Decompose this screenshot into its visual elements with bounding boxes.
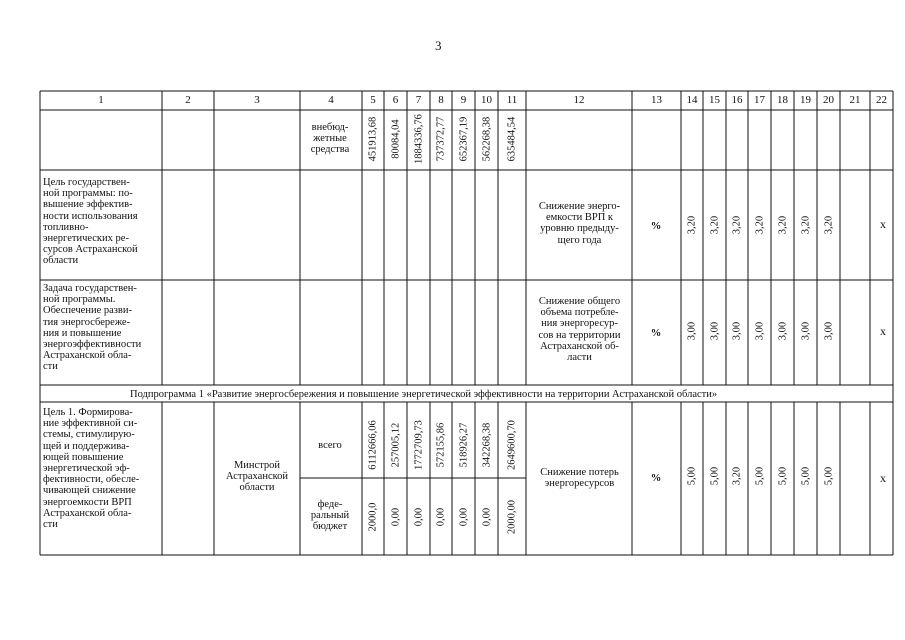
row4-value-1: 5,00	[686, 466, 698, 486]
row3-indicator: Снижение общего объема потребле- ния энергоресур- сов на территории Астраханской об- ласти	[538, 296, 621, 364]
header-col-20: 20	[823, 94, 834, 106]
header-col-11: 11	[506, 94, 518, 106]
header-col-9: 9	[460, 94, 467, 106]
row4-indicator: Снижение потерь энергоресурсов	[540, 467, 619, 490]
header-col-10: 10	[481, 94, 492, 106]
row4-value-4: 5,00	[754, 466, 765, 486]
row4-source-total: всего	[318, 440, 342, 451]
row2-value-5: 3,20	[777, 215, 788, 235]
header-col-12: 12	[573, 94, 585, 106]
row4-executor: Минстрой Астраханской области	[225, 460, 289, 494]
row4-unit: %	[650, 473, 662, 484]
row4-federal-7: 2000,00	[506, 499, 518, 535]
row4-total-4: 572155,86	[435, 422, 447, 468]
header-col-18: 18	[777, 94, 788, 106]
row4-federal-4: 0,00	[435, 507, 447, 527]
row4-total-1: 6112666,06	[367, 420, 379, 470]
header-col-1: 1	[98, 94, 104, 106]
row1-value-1: 451913,68	[367, 116, 379, 162]
row1-value-2: 80084,04	[390, 119, 401, 159]
header-col-8: 8	[438, 94, 444, 106]
row4-total-6: 342268,38	[481, 422, 492, 468]
header-col-19: 19	[800, 94, 811, 106]
row3-last: x	[880, 324, 886, 338]
row4-federal-3: 0,00	[413, 507, 424, 527]
row3-value-6: 3,00	[800, 321, 811, 341]
row1-value-3: 1884336,76	[413, 114, 424, 164]
row3-value-3: 3,00	[731, 321, 743, 341]
header-col-6: 6	[392, 94, 399, 106]
row4-federal-5: 0,00	[458, 507, 469, 527]
row4-value-2: 5,00	[709, 466, 720, 486]
row3-unit: %	[650, 328, 662, 339]
header-col-21: 21	[849, 94, 861, 106]
row4-value-3: 3,20	[731, 466, 743, 486]
row2-unit: %	[650, 221, 662, 232]
row3-value-5: 3,00	[777, 321, 788, 341]
row3-value-7: 3,00	[823, 321, 834, 341]
row2-value-3: 3,20	[731, 215, 743, 235]
header-col-14: 14	[686, 94, 698, 106]
header-col-15: 15	[709, 94, 720, 106]
row2-value-2: 3,20	[709, 215, 720, 235]
row4-value-7: 5,00	[823, 466, 834, 486]
row4-value-5: 5,00	[777, 466, 788, 486]
row4-source-federal: феде- ральный бюджет	[310, 499, 350, 533]
row4-total-2: 257005,12	[390, 422, 401, 468]
row1-value-4: 737372,77	[435, 116, 447, 162]
header-col-16: 16	[731, 94, 743, 106]
header-col-3: 3	[254, 94, 260, 106]
header-col-7: 7	[415, 94, 422, 106]
row4-federal-6: 0,00	[481, 507, 492, 527]
row3-goal: Задача государствен- ной программы. Обеспечение разви- тия энергосбереже- ния и повышение энергоэффективности Астраханской обла- сти	[43, 283, 142, 373]
header-col-13: 13	[651, 94, 662, 106]
row4-federal-2: 0,00	[390, 507, 401, 527]
header-col-17: 17	[754, 94, 765, 106]
row2-value-1: 3,20	[686, 215, 698, 235]
row2-value-4: 3,20	[754, 215, 765, 235]
row1-value-6: 562268,38	[481, 116, 492, 162]
row4-total-5: 518926,27	[458, 422, 469, 468]
page-number: 3	[435, 38, 442, 53]
row3-value-1: 3,00	[686, 321, 698, 341]
header-col-5: 5	[370, 94, 376, 106]
header-col-2: 2	[185, 94, 191, 106]
row1-value-7: 635484,54	[506, 116, 518, 162]
row4-total-3: 1772709,73	[413, 420, 424, 470]
header-col-22: 22	[876, 94, 887, 106]
row4-federal-1: 2000,0	[367, 502, 379, 532]
row4-total-7: 2649600,70	[506, 420, 518, 470]
row2-value-7: 3,20	[823, 215, 834, 235]
row2-goal: Цель государствен- ной программы: по- вышение эффектив- ности использования топливно- энергетических ре- сурсов Астраханской области	[43, 177, 138, 267]
row4-last: x	[880, 471, 886, 485]
row4-value-6: 5,00	[800, 466, 811, 486]
row3-value-4: 3,00	[754, 321, 765, 341]
row3-value-2: 3,00	[709, 321, 720, 341]
row2-last: x	[880, 217, 886, 231]
row2-indicator: Снижение энерго- емкости ВРП к уровню предыду- щего года	[538, 201, 621, 246]
row1-value-5: 652367,19	[458, 116, 469, 162]
header-col-4: 4	[328, 94, 334, 106]
row1-source: внебюд- жетные средства	[310, 122, 350, 156]
row2-value-6: 3,20	[800, 215, 811, 235]
subprogram-title: Подпрограмма 1 «Развитие энергосбережения и повышение энергетической эффективности на территории Астраханской области»	[130, 389, 718, 400]
row4-goal: Цель 1. Формирова- ние эффективной си- стемы, стимулирую- щей и поддержива- ющей повышение энергетической эф- фективности, обесле- чивающей снижение энергоемкости ВРП Астраханской обла- сти	[43, 407, 140, 531]
